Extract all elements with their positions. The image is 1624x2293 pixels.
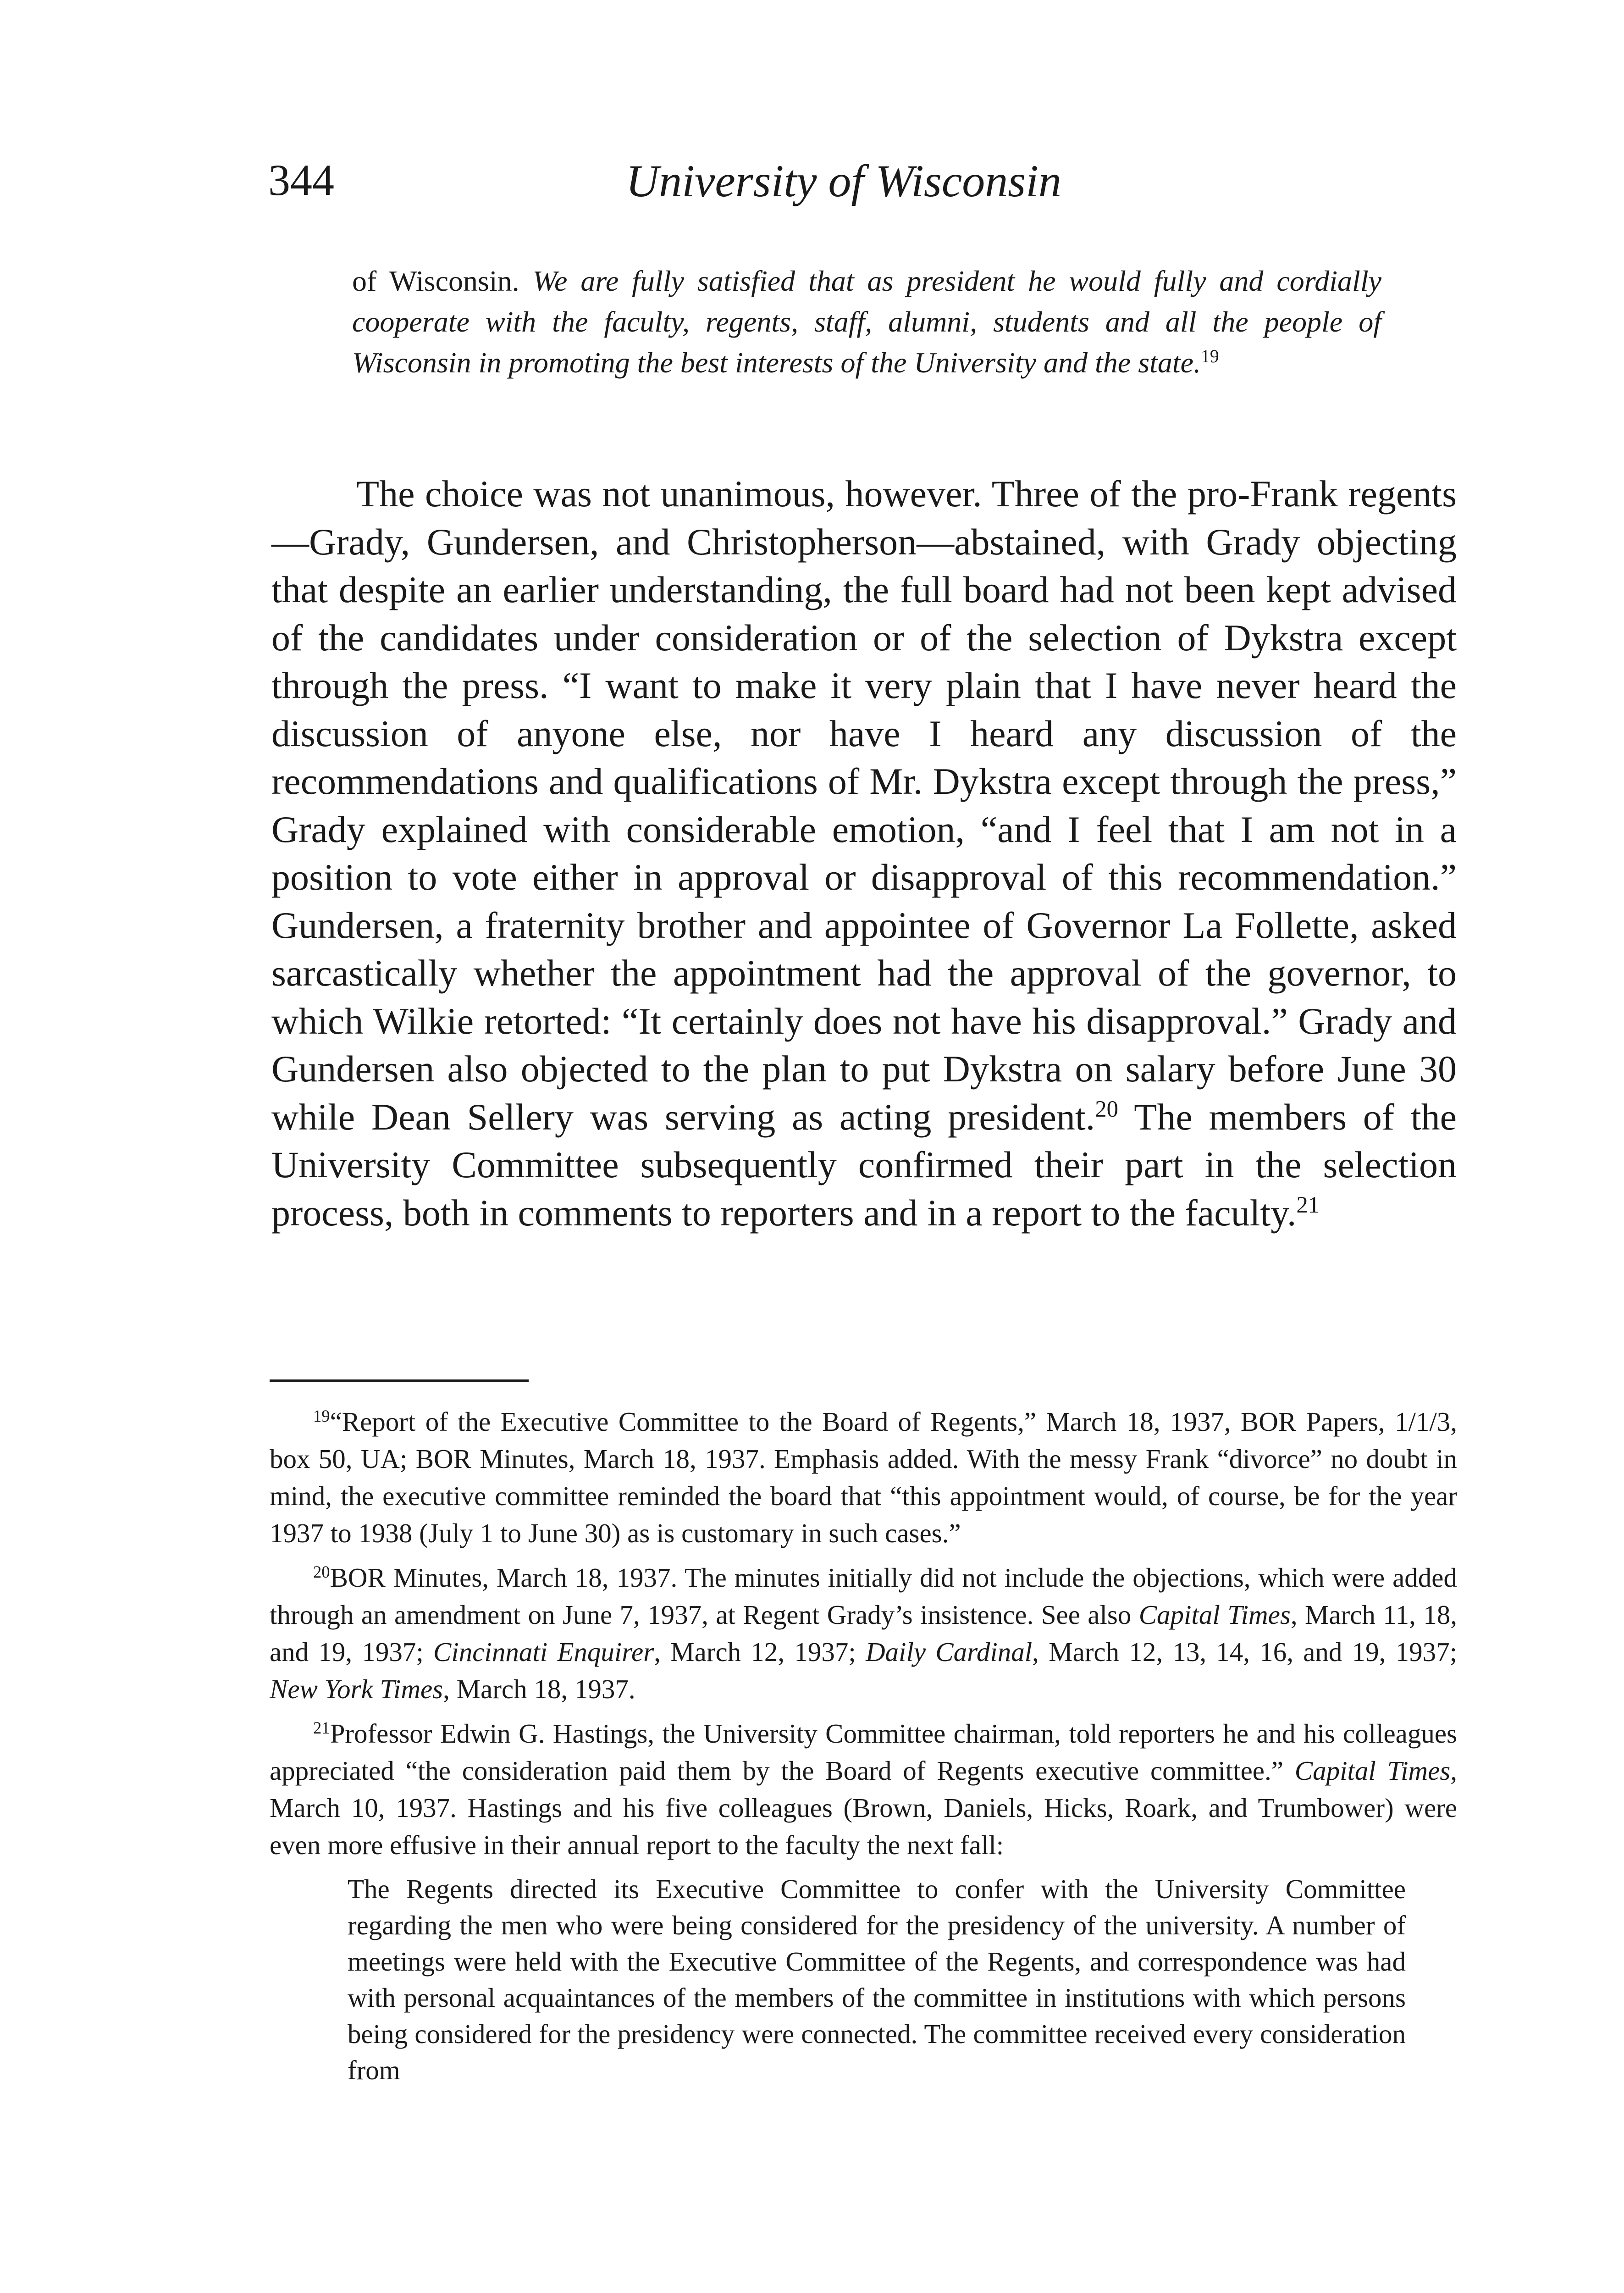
footnote-ref-20: 20 [1095,1096,1119,1122]
footnote-text: , March 12, 1937; [654,1637,866,1667]
publication-title: Daily Cardinal [865,1637,1033,1667]
quoted-resolution [352,260,1381,383]
quote-emphasis: We are fully satisfied that as president he would fully and cordially cooperate with the faculty, regents, staff, alumni, students and all the people of Wisconsin in promoting the best interests of the University and the state. [352,265,1382,379]
quote-lead: of Wisconsin. [352,265,519,297]
footnote-number: 20 [313,1562,330,1581]
publication-title: Cincinnati Enquirer [433,1637,654,1667]
footnote-text: “Report of the Executive Committee to the Board of Regents,” March 18, 1937, BOR Papers, 1/1/3, box 50, UA; BOR Minutes, March 18, 1937. Emphasis added. With the messy Frank “divorce” no doubt in mind, the executive committee reminded the board that “this appointment would, of course, be for the year 1937 to 1938 (July 1 to June 30) as is customary in such cases.” [270,1407,1457,1548]
footnote-text: BOR Minutes, March 18, 1937. The minutes initially did not include the objections, which were added through an amendment on June 7, 1937, at Regent Grady’s insistence. See also [270,1562,1457,1630]
footnote-20 [270,1559,1457,1708]
running-head-title: University of Wisconsin [626,155,1061,206]
body-paragraph [271,470,1457,1237]
footnote-block-quote: The Regents directed its Executive Committee to confer with the University Committee regarding the men who were being considered for the presidency of the university. A number of meetings were held with the Executive Committee of the Regents, and correspondence was had with personal acquaintances of the members of the committee in institutions with which persons being considered for the presidency were connected. The committee received every consideration from [348,1874,1406,2085]
footnote-text: , March 18, 1937. [443,1674,635,1704]
footnote-number: 21 [313,1718,330,1737]
footnote-text: , March 12, 13, 14, 16, and 19, 1937; [1032,1637,1457,1667]
footnote-separator [270,1379,529,1382]
footnote-21 [270,1715,1457,1864]
footnote-text: , March 10, 1937. Hastings and his five colleagues (Brown, Daniels, Hicks, Roark, and Trumbower) were even more effusive in their annual report to the faculty the next fall: [270,1756,1458,1860]
footnotes [270,1403,1457,2088]
footnote-number: 19 [313,1406,330,1425]
body-text-continued: The members of the University Committee subsequently confirmed their part in the selection process, both in comments to reporters and in a report to the faculty. [271,1096,1457,1234]
page-number: 344 [268,155,334,205]
publication-title: New York Times [270,1674,443,1704]
footnote-text: , March 11, 18, and 19, 1937; [270,1600,1457,1667]
body-text: The choice was not unanimous, however. Three of the pro-Frank regents—Grady, Gundersen, and Christopherson—abstained, with Grady objecting that despite an earlier understanding, the full board had not been kept advised of the candidates under consideration or of the selection of Dykstra except through the press. “I want to make it very plain that I have never heard the discussion of anyone else, nor have I heard any discussion of the recommendations and qualifications of Mr. Dykstra except through the press,” Grady explained with considerable emotion, “and I feel that I am not in a position to vote either in approval or disapproval of this recommendation.” Gundersen, a fraternity brother and appointee of Governor La Follette, asked sarcastically whether the appointment had the approval of the governor, to which Wilkie retorted: “It certainly does not have his disapproval.” Grady and Gundersen also objected to the plan to put Dykstra on salary before June 30 while Dean Sellery was serving as acting president. [271,473,1457,1138]
footnote-text: Professor Edwin G. Hastings, the University Committee chairman, told reporters he and his colleagues appreciated “the consideration paid them by the Board of Regents executive committee.” [270,1718,1457,1786]
footnote-19 [270,1403,1457,1552]
publication-title: Capital Times [1138,1600,1291,1630]
footnote-ref-19: 19 [1201,346,1219,367]
publication-title: Capital Times [1294,1756,1451,1786]
footnote-ref-21: 21 [1296,1191,1320,1218]
